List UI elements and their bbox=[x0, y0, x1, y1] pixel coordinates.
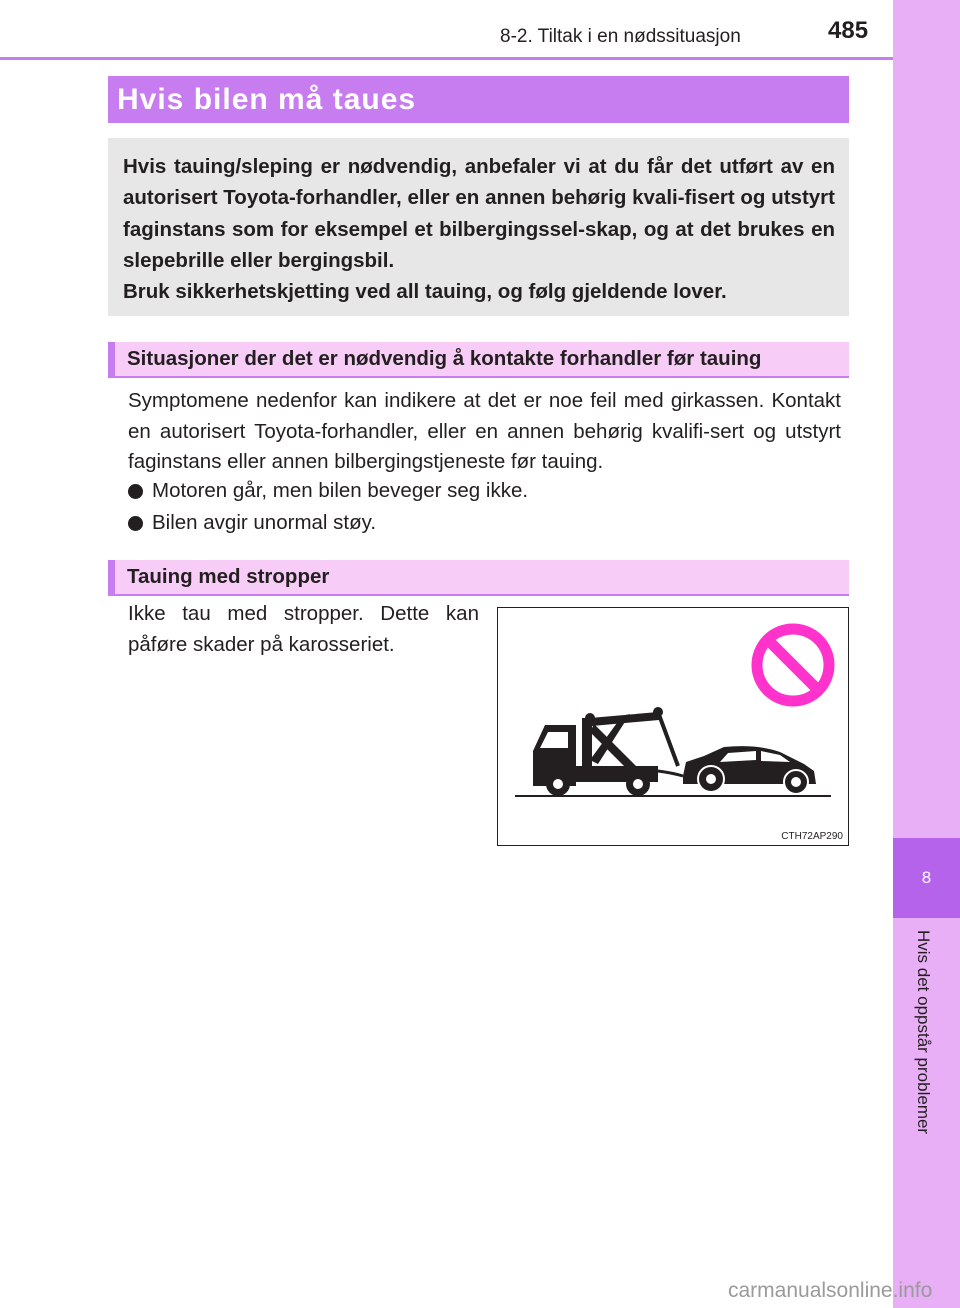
section-heading: Tauing med stropper bbox=[108, 560, 849, 596]
bullet-icon bbox=[128, 516, 143, 531]
bullet-item bbox=[128, 511, 376, 535]
chapter-number: 8 bbox=[893, 838, 960, 918]
chapter-label: Hvis det oppstår problemer bbox=[914, 930, 933, 1135]
bullet-item bbox=[128, 479, 528, 503]
page-title: Hvis bilen må taues bbox=[108, 76, 849, 123]
watermark: carmanualsonline.info bbox=[728, 1279, 933, 1302]
figure-code: CTH72AP290 bbox=[781, 831, 843, 842]
intro-box bbox=[108, 138, 849, 316]
page-number: 485 bbox=[828, 17, 869, 44]
section-body bbox=[128, 386, 841, 478]
intro-paragraph: Hvis tauing/sleping er nødvendig, anbefaler vi at du får det utført av en autorisert Toyota-forhandler, eller en annen behørig kvali-fisert og utstyrt faginstans som for eksempel et bilbergingssel-skap, og at det brukes en slepebrille eller bergingsbil. bbox=[123, 155, 835, 272]
bullet-text: Bilen avgir unormal støy. bbox=[152, 511, 377, 534]
section-paragraph: Symptomene nedenfor kan indikere at det er noe feil med girkassen. Kontakt en autorisert Toyota-forhandler, eller en annen behørig kvalifi-sert og utstyrt faginstans eller annen bilbergingstjeneste før tauing. bbox=[128, 389, 841, 473]
section-paragraph: Ikke tau med stropper. Dette kan påføre skader på karosseriet. bbox=[128, 602, 479, 656]
tow-illustration-icon bbox=[498, 608, 848, 845]
bullet-text: Motoren går, men bilen beveger seg ikke. bbox=[152, 479, 529, 502]
section-heading: Situasjoner der det er nødvendig å kontakte forhandler før tauing bbox=[108, 342, 849, 378]
section-body bbox=[128, 599, 479, 660]
section-header: 8-2. Tiltak i en nødssituasjon bbox=[500, 26, 741, 47]
bullet-icon bbox=[128, 484, 143, 499]
prohibition-icon bbox=[757, 629, 829, 701]
intro-paragraph: Bruk sikkerhetskjetting ved all tauing, og følg gjeldende lover. bbox=[123, 280, 727, 304]
tow-truck-illustration bbox=[497, 607, 849, 846]
header-rule bbox=[0, 57, 893, 60]
